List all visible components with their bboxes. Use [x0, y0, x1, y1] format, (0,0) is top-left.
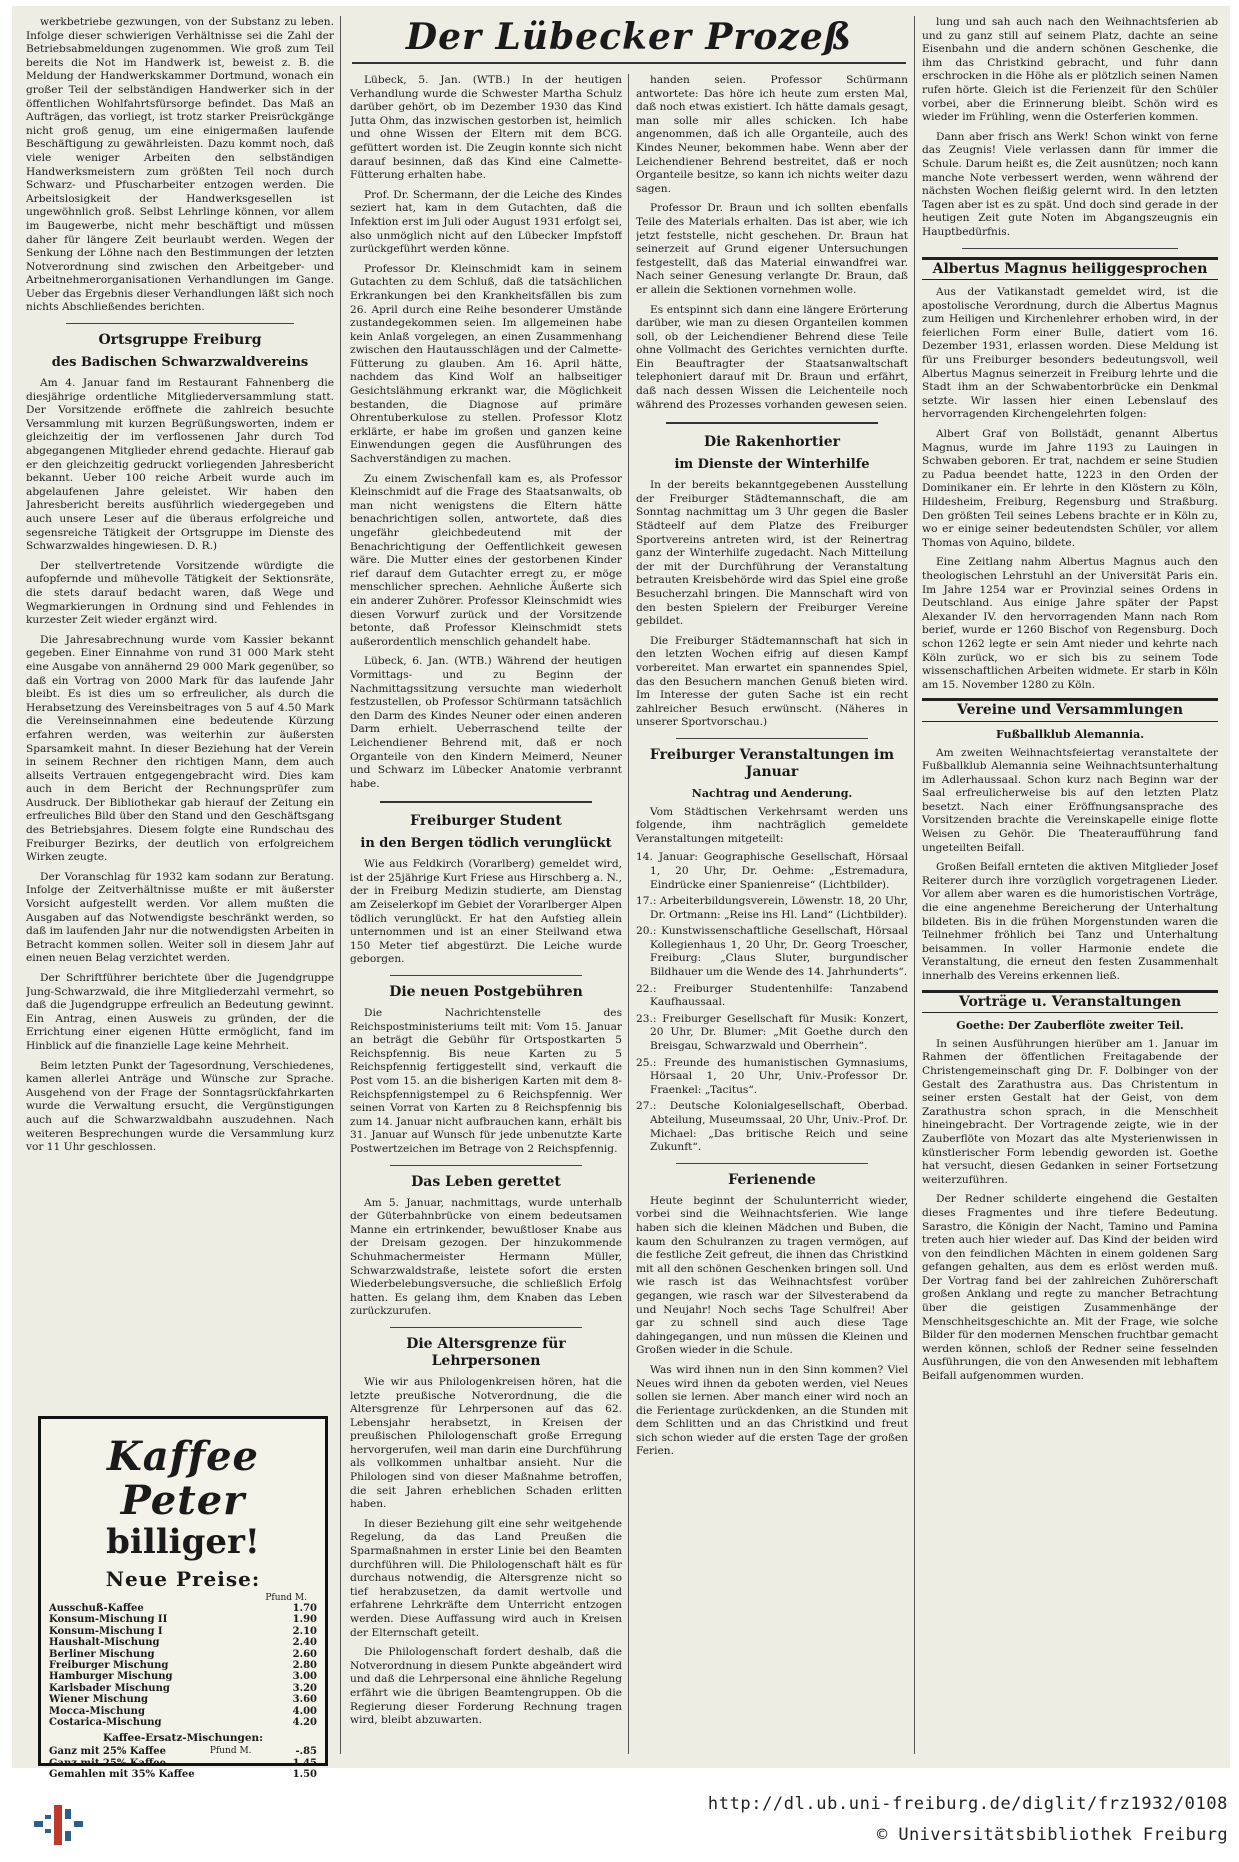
price-row	[49, 1769, 317, 1780]
article-body	[636, 479, 908, 730]
product-price: 2.40	[292, 1637, 317, 1649]
price-row	[49, 1614, 317, 1625]
product-price: 1.90	[292, 1614, 317, 1626]
divider	[390, 1165, 582, 1166]
column-1	[26, 16, 334, 1398]
paragraph: Die Jahresabrechnung wurde vom Kassier bekannt gegeben. Einer Einnahme von rund 31 000 Mark steht eine Ausgabe von annähernd 29 000 Mark gegenüber, so daß ein Vortrag von 2000 Mark für das laufende Jahr bleibt. Es ist dies um so erfreulicher, als durch die Herabsetzung des Vereinsbeitrages von 5 auf 4.50 Mark die Vereinseinnahmen eine bedeutende Kürzung erfahren werden, was weiterhin zur äußersten Sparsamkeit mahnt. In dieser Beziehung hat der Verein in seinem Rechner den richtigen Mann, dem auch allseits Vertrauen entgegengebracht wird. Dies kam auch in dem Bericht der Rechnungsprüfer zum Ausdruck. Der Bibliothekar gab hierauf der Zeitung ein erfreuliches Bild über den Stand und den Geschäftsgang des Betriebsjahres. Diesem folgte eine Rundschau des Freiburger Bezirks, der deutlich von erfolgreichem Wirken zeugte.	[26, 633, 334, 864]
article-body	[922, 286, 1218, 692]
article-body	[350, 858, 622, 967]
price-row	[49, 1746, 317, 1757]
product-price: 1.50	[292, 1769, 317, 1781]
product-name: Konsum-Mischung II	[49, 1614, 168, 1626]
article-body	[350, 1197, 622, 1319]
library-logo-icon	[30, 1795, 90, 1855]
paragraph: In dieser Beziehung gilt eine sehr weitgehende Regelung, da das Land Preußen die Sparmaßnahmen in erster Linie bei den Beamten durchführen will. Die Philologenschaft hält es für durchaus notwendig, die Altersgrenze nicht so tief herabzusetzen, da damit wertvolle und erfahrene Lehrkräfte dem Unterricht entzogen werden. Diese Auffassung wird auch in Kreisen der Elternschaft geteilt.	[350, 1517, 622, 1639]
paragraph: Lübeck, 5. Jan. (WTB.) In der heutigen Verhandlung wurde die Schwester Martha Schulz darüber gehört, ob im Dezember 1930 das Kind Jutta Ohm, das inzwischen gestorben ist, heimlich und ohne Wissen der Eltern mit dem BCG. gefüttert worden ist. Die Zeugin konnte sich nicht darauf besinnen, daß das Kind eine Calmette-Fütterung erhalten habe.	[350, 74, 622, 182]
paragraph: Was wird ihnen nun in den Sinn kommen? Viel Neues wird ihnen da geboten werden, viel Neues sollen sie lernen. Aber manch einer wird noch an die Ferientage zurückdenken, an die Stunden mit dem Schlitten und an das Christkind und freut sich schon wieder auf die ersten Tage der großen Ferien.	[636, 1363, 908, 1458]
price-row	[49, 1649, 317, 1660]
source-url[interactable]: http://dl.ub.uni-freiburg.de/diglit/frz1932/0108	[707, 1794, 1228, 1814]
product-unit: Pfund M.	[209, 1746, 252, 1757]
paragraph: Wie aus Feldkirch (Vorarlberg) gemeldet wird, ist der 25jährige Kurt Friese aus Hirschberg a. N., der in Freiburg Medizin studierte, am Dienstag am Zeiselerkopf im Gebiet der Vorarlberger Alpen tödlich verunglückt. Er hat den Aufstieg allein unternommen und ist an einer Steilwand etwa 150 Meter tief abgestürzt. Die Leiche wurde geborgen.	[350, 858, 622, 966]
article-title: Ferienende	[728, 1171, 816, 1188]
paragraph: werkbetriebe gezwungen, von der Substanz zu leben. Infolge dieser schwierigen Verhältnisse sei die Zahl der Betriebsabmeldungen zugenommen. Wie groß zum Teil bereits die Not im Handwerk ist, beweist z. B. die Meldung der Handwerkskammer Dortmund, wonach ein großer Teil der selbständigen Handwerker sich in der öffentlichen Wohlfahrtsfürsorge befindet. Das Maß an Aufträgen, das vorliegt, ist trotz starker Preisrückgänge nicht groß genug, um eine einigermaßen laufende Beschäftigung zu gewährleisten. Dazu kommt noch, daß viele weniger Arbeiten den selbständigen Handwerksmeistern zum größten Teil noch durch Schwarz- und Pfuscharbeiter entzogen werden. Die Arbeitslosigkeit der Handwerksgesellen ist ungewöhnlich groß. Selbst Lehrlinge können, vor allem im Baugewerbe, nicht mehr beschäftigt und müssen daher für längere Zeit beurlaubt werden. Wegen der Senkung der Löhne nach den Bestimmungen der letzten Notverordnung sind zwischen den Arbeitgeber- und Arbeitnehmerorganisationen Verhandlungen im Gange. Ueber das Ergebnis dieser Verhandlungen läßt sich noch nichts Abschließendes berichten.	[26, 16, 334, 314]
product-name: Freiburger Mischung	[49, 1660, 169, 1672]
article-body	[922, 1038, 1218, 1384]
events-intro: Vom Städtischen Verkehrsamt werden uns folgende, ihm nachträglich gemeldete Veranstaltungen mitgeteilt:	[636, 805, 908, 845]
paragraph: lung und sah auch nach den Weihnachtsferien ab und zu ganz still auf seinem Platz, dachte an seine Eisenbahn und die andern schönen Geschenke, die ihm das Christkind gebracht, und fuhr dann erschrocken in die Höhe als er plötzlich seinen Namen rufen hörte. Gleich ist die Ferienzeit für den Schüler vorbei, aber die Erinnerung bleibt. Schön wird es wieder im Frühling, wenn die Osterferien kommen.	[922, 16, 1218, 124]
paragraph: Professor Dr. Braun und ich sollten ebenfalls Teile des Materials erhalten. Das ist aber, wie ich jetzt feststelle, nicht geschehen. Dr. Braun hat seinerzeit auf Grund eigener Untersuchungen festgestellt, daß das Material einwandfrei war. Nach seiner Genesung verlangte Dr. Braun, daß er allein die Sektionen vornehmen wolle.	[636, 202, 908, 296]
article-subtitle: in den Bergen tödlich verunglückt	[360, 836, 612, 852]
product-name: Hamburger Mischung	[49, 1671, 173, 1683]
ad-substitute-title: Kaffee-Ersatz-Mischungen:	[102, 1732, 264, 1745]
article-title: Die neuen Postgebühren	[389, 984, 583, 1001]
article-subtitle: Goethe: Der Zauberflöte zweiter Teil.	[956, 1019, 1184, 1033]
product-price: 3.20	[292, 1682, 317, 1694]
article-title: Die Rakenhortier	[703, 434, 840, 451]
product-name: Karlsbader Mischung	[49, 1682, 170, 1694]
paragraph: 27.: Deutsche Kolonialgesellschaft, Oberbad. Abteilung, Museumssaal, 20 Uhr, Univ.-Prof. Dr. Michael: „Das britische Reich und seine Zukunft“.	[636, 1100, 908, 1154]
lead-article-body	[350, 74, 622, 791]
price-row	[49, 1637, 317, 1648]
paragraph: Der Voranschlag für 1932 kam sodann zur Beratung. Infolge der Zeitverhältnisse mußte er mit äußerster Vorsicht aufgestellt werden. Vor allem mußten die Ausgaben auf das Notwendigste beschränkt werden, so daß im laufenden Jahr nur die notwendigsten Arbeiten in Betracht kommen sollen. Weiter soll in diesem Jahr auf einen neuen Belag verzichtet werden.	[26, 870, 334, 965]
price-row	[49, 1694, 317, 1705]
price-list	[49, 1603, 317, 1728]
article-subtitle: des Badischen Schwarzwaldvereins	[51, 355, 309, 371]
product-price: 1.70	[292, 1603, 317, 1614]
product-name: Berliner Mischung	[49, 1648, 155, 1660]
product-name: Ganz mit 25% Kaffee	[49, 1757, 166, 1769]
product-name: Ausschuß-Kaffee	[49, 1603, 144, 1614]
section-header: Vorträge u. Veranstaltungen	[922, 990, 1218, 1014]
substitute-price-list	[49, 1746, 317, 1780]
paragraph: 23.: Freiburger Gesellschaft für Musik: Konzert, 20 Uhr, Dr. Blumer: „Mit Goethe durch den Breisgau, Schwarzwald und Oberrhein“.	[636, 1012, 908, 1053]
article-title: Freiburger Veranstaltungen im Januar	[649, 746, 895, 780]
product-price: 2.60	[292, 1648, 317, 1660]
paragraph: Der Redner schilderte eingehend die Gestalten dieses Fragmentes und ihre tiefere Bedeutung. Sarastro, die Königin der Nacht, Tamino und Pamina treten auch hier wieder auf. Das Kind der beiden wird von den feindlichen Mächten in einem goldenen Sarg gefangen gehalten, aus dem es erlöst werden muß. Der Vortrag fand bei der zahlreichen Zuhörerschaft großen Anklang und regte zu mancher Betrachtung über die geistigen Zusammenhänge der Menschheitsgeschichte an. Mit der Frage, wie solche Bilder für den modernen Menschen fruchtbar gemacht werden können, schloß der Redner seine fesselnden Ausführungen, die von den Anwesenden mit lebhaftem Beifall aufgenommen wurden.	[922, 1193, 1218, 1383]
article-body	[636, 1195, 908, 1459]
product-price: 1.45	[292, 1757, 317, 1769]
price-row	[49, 1603, 317, 1614]
divider	[390, 1327, 582, 1328]
divider	[962, 248, 1178, 249]
price-row	[49, 1683, 317, 1694]
newspaper-page	[12, 6, 1230, 1781]
product-name: Costarica-Mischung	[49, 1717, 162, 1729]
product-price: 2.10	[292, 1625, 317, 1637]
product-price: 3.60	[292, 1694, 317, 1706]
paragraph: Die Freiburger Städtemannschaft hat sich in den letzten Wochen eifrig auf diesen Kampf vorbereitet. Man erwartet ein spannendes Spiel, das den Besuchern manchen Genuß bieten wird. Im Interesse der guten Sache ist ein recht zahlreicher Besuch erwünscht. (Näheres in unserer Sportvorschau.)	[636, 634, 908, 729]
divider	[380, 801, 592, 803]
paragraph: Professor Dr. Kleinschmidt kam in seinem Gutachten zu dem Schluß, daß die tatsächlichen Erkrankungen bei den Krankheitsfällen bis zum 26. April durch eine Reihe besonderer Umstände zustandegekommen seien. Im allgemeinen habe kein Anlaß vorgelegen, an einen Zusammenhang zwischen den Hautausschlägen und der Calmette-Fütterung zu glauben. Am 16. April hätte, nachdem das Kind Wolf an halbseitiger Gesichtslähmung erkrankt war, die Möglichkeit bestanden, die Diagnose auf primäre Ohrentuberkulose zu stellen. Professor Klotz erklärte, er habe im großen und ganzen keine Einwendungen gegen die Ausführungen des Sachverständigen zu machen.	[350, 262, 622, 466]
paragraph: Großen Beifall ernteten die aktiven Mitglieder Josef Reiterer durch ihre vorzüglich vorgetragenen Lieder. Vor allem aber waren es die humoristischen Vorträge, die eine angenehme Bereicherung der Unterhaltung bildeten. Bis in die frühen Morgenstunden waren die Teilnehmer fröhlich bei Tanz und Unterhaltung beisammen. In voller Harmonie endete die Veranstaltung, die erneut den festen Zusammenhalt innerhalb des Vereins erkennen ließ.	[922, 861, 1218, 982]
paragraph: In seinen Ausführungen hierüber am 1. Januar im Rahmen der öffentlichen Freitagabende der Christengemeinschaft ging Dr. F. Dolbinger von der Gestalt des Zarathustra aus. Das Christentum in seiner ersten Gestalt hat der Geist, von dem Zarathustra schon sprach, in die Menschheit hineingebracht. Der Vortragende zeigte, wie in der Zauberflöte von Mozart das alte Mysterienwissen in künstlerischer Form lebendig geworden ist. Goethe hat versucht, diesen Gedanken in seiner Fortsetzung weiterzuführen.	[922, 1037, 1218, 1186]
paragraph: Albert Graf von Bollstädt, genannt Albertus Magnus, wurde im Jahre 1193 zu Lauingen in Schwaben geboren. Er trat, nachdem er seine Studien zu Padua beendet hatte, 1223 in den Orden der Dominikaner ein. Er lehrte in den Klöstern zu Köln, Hildesheim, Freiburg, Regensburg und Straßburg. Den größten Teil seines Lebens brachte er in Köln zu, wo er einige seiner bedeutendsten Schüler, vor allem Thomas von Aquino, bildete.	[922, 428, 1218, 549]
article-body	[26, 377, 334, 1155]
ad-prices-title: Neue Preise:	[105, 1567, 261, 1591]
price-row	[49, 1758, 317, 1769]
article-subtitle: Nachtrag und Aenderung.	[691, 786, 853, 800]
price-row	[49, 1660, 317, 1671]
paragraph: Prof. Dr. Schermann, der die Leiche des Kindes seziert hat, kam in dem Gutachten, daß die Infektion erst im Juli oder August 1931 erfolgt sei, also unmöglich nicht auf den Lübecker Impfstoff zurückgeführt werden könne.	[350, 188, 622, 256]
article-title: Das Leben gerettet	[411, 1173, 561, 1190]
paragraph: 17.: Arbeiterbildungsverein, Löwenstr. 18, 20 Uhr, Dr. Ortmann: „Reise ins Hl. Land“ (Lichtbilder).	[636, 895, 908, 921]
price-row	[49, 1706, 317, 1717]
paragraph: Der stellvertretende Vorsitzende würdigte die aufopfernde und mühevolle Tätigkeit der Sektionsräte, die stets darauf bedacht waren, daß Wege und Wegmarkierungen in Ordnung sind und Fehlendes in kurzester Zeit wieder ergänzt wird.	[26, 559, 334, 627]
article-body	[350, 1376, 622, 1728]
product-name: Mocca-Mischung	[49, 1705, 145, 1717]
paragraph: Dann aber frisch ans Werk! Schon winkt von ferne das Zeugnis! Viele verlassen dann für immer die Schule. Darum heißt es, die Zeit ausnützen; noch kann manche Note verbessert werden, wenn während der nächsten Wochen fleißig gelernt wird. In den letzten Tagen aber ist es zu spät. Und doch sind gerade in der heutigen Zeit gute Noten im Abgangszeugnis ein Hauptbedürfnis.	[922, 130, 1218, 238]
column-rule	[914, 16, 915, 1754]
product-price: 3.00	[292, 1671, 317, 1683]
paragraph: In der bereits bekanntgegebenen Ausstellung der Freiburger Städtemannschaft, die am Sonntag nachmittag um 3 Uhr gegen die Basler Städteelf auf dem Platze des Freiburger Sportvereins antreten wird, ist der Reinertrag ganz der Winterhilfe zugedacht. Nach Mitteilung der mit der Durchführung der Veranstaltung betrauten Kreisbehörde wird das Spiel eine große Besucherzahl bringen. Die Mannschaft wird von den besten Spielern der Freiburger Vereine gebildet.	[636, 479, 908, 628]
paragraph: 25.: Freunde des humanistischen Gymnasiums, Hörsaal 1, 20 Uhr, Univ.-Professor Dr. Fraenkel: „Tacitus“.	[636, 1056, 908, 1096]
price-row	[49, 1717, 317, 1728]
main-headline: Der Lübecker Prozeß	[352, 16, 906, 64]
col1-intro	[26, 16, 334, 315]
paragraph: Die Nachrichtenstelle des Reichspostministeriums teilt mit: Vom 15. Januar an beträgt die Gebühr für Ortspostkarten 5 Reichspfennig. Bis neue Karten zu 5 Reichspfennig fertiggestellt sind, verkauft die Post vom 15. an die bisherigen Karten mit dem 8-Reichspfennigstempel zu 6 Reichspfennig. Wer seinen Vorrat von Karten zu 8 Reichspfennig bis zum 14. Januar nicht aufbrauchen kann, erhält bis 31. Januar auf Wunsch für jede unbenutzte Karte Postwertzeichen im Betrage von 2 Reichspfennig.	[350, 1007, 622, 1155]
paragraph: Am 5. Januar, nachmittags, wurde unterhalb der Güterbahnbrücke von einem bedeutsamen Manne ein ertrinkender, bewußtloser Knabe aus der Dreisam gezogen. Der hinzukommende Schuhmachermeister Hermann Müller, Schwarzwaldstraße, leistete sofort die ersten Wiederbelebungsversuche, die schließlich Erfolg hatten. Es gelang ihm, dem Knaben das Leben zurückzurufen.	[350, 1196, 622, 1318]
column-2	[350, 74, 622, 1758]
paragraph: Am 4. Januar fand im Restaurant Fahnenberg die diesjährige ordentliche Mitgliederversammlung statt. Der Vorsitzende eröffnete die zahlreich besuchte Versammlung mit kurzen Begrüßungsworten, indem er gleichzeitig der im verflossenen Jahr durch Tod abgegangenen Mitglieder ehrend gedachte. Hierauf gab er den gleichzeitig gedruckt vorliegenden Jahresbericht bekannt. Ueber 100 reiche Arbeit wurde auch im abgelaufenen Jahre geleistet. Wir haben den Jahresbericht bereits ausführlich wiedergegeben und auch unsere Leser auf die überaus erfolgreiche und segensreiche Tätigkeit der Ortsgruppe im Dienste des Schwarzwaldes hingewiesen. D. R.)	[26, 377, 334, 553]
divider	[390, 975, 582, 976]
paragraph: Wie wir aus Philologenkreisen hören, hat die letzte preußische Notverordnung, die die Altersgrenze für Lehrpersonen auf das 62. Lebensjahr herabsetzt, in Kreisen der preußischen Philologenschaft große Erregung hervorgerufen, weil man darin eine Durchführung als vollkommen unhaltbar ansieht. Nur die Philologen sind von dieser Maßnahme betroffen, die seit Jahren erheblichen Schaden erlitten haben.	[350, 1375, 622, 1511]
paragraph: Eine Zeitlang nahm Albertus Magnus auch den theologischen Lehrstuhl an der Universität Paris ein. Im Jahre 1254 war er Provinzial seines Ordens in Deutschland. Aus einige Jahre später der Papst Alexander IV. den hervorragenden Mann nach Rom berief, wurde er 1260 Bischof von Regensburg. Doch schon 1262 legte er sein Amt nieder und kehrte nach Köln zurück, wo er sich bis zu seinem Tode wissenschaftlichen Arbeiten widmete. Er starb in Köln am 15. November 1280 zu Köln.	[922, 556, 1218, 691]
price-row	[49, 1626, 317, 1637]
paragraph: Lübeck, 6. Jan. (WTB.) Während der heutigen Vormittags- und zu Beginn der Nachmittagssitzung versuchte man wiederholt festzustellen, ob Professor Schürmann tatsächlich den Darm des Kindes Neuner oder einen anderen Darm erhielt. Ueberraschend teilte der Leichendiener Behrend mit, daß er noch Organteile von den Kindern Meimerd, Neuner und Schwarz im Lübecker Anatomie verbrannt habe.	[350, 655, 622, 790]
product-name: Ganz mit 25% Kaffee	[49, 1746, 166, 1758]
article-title: Albertus Magnus heiliggesprochen	[922, 257, 1218, 281]
product-price: -.85	[295, 1746, 317, 1758]
paragraph: Zu einem Zwischenfall kam es, als Professor Kleinschmidt auf die Frage des Staatsanwalts, ob man nicht wenigstens die Eltern hätte benachrichtigen sollen, antwortete, daß dies ungefähr gleichbedeutend mit der Benachrichtigung der Oeffentlichkeit gewesen wäre. Die Mutter eines der gestorbenen Kinder rief darauf dem Gutachter erregt zu, er möge menschlicher sprechen. Aehnliche Äußerte sich ein anderer Zuhörer. Professor Kleinschmidt wies diesen Vorwurf zurück und der Vorsitzende betonte, daß Professor Kleinschmidt stets außerordentlich menschlich gehandelt habe.	[350, 472, 622, 648]
paragraph: Die Philologenschaft fordert deshalb, daß die Notverordnung in diesem Punkte abgeändert wird und daß die Lehrpersonal eine ähnliche Regelung erfährt wie die übrigen Beamtengruppen. Ob die Regierung dieser Forderung Rechnung tragen wird, bleibt abzuwarten.	[350, 1646, 622, 1727]
paragraph: 14. Januar: Geographische Gesellschaft, Hörsaal 1, 20 Uhr, Dr. Oehme: „Estremadura, Eindrücke einer Spanienreise“ (Lichtbilder).	[636, 851, 908, 891]
paragraph: 22.: Freiburger Studentenhilfe: Tanzabend Kaufhaussaal.	[636, 982, 908, 1009]
coffee-advertisement	[38, 1416, 328, 1781]
product-name: Wiener Mischung	[49, 1694, 148, 1706]
lead-article-body	[636, 74, 908, 412]
product-name: Gemahlen mit 35% Kaffee	[49, 1769, 195, 1781]
divider	[666, 422, 878, 424]
product-price: 2.80	[292, 1660, 317, 1672]
article-body	[922, 16, 1218, 240]
ad-brand: Kaffee Peter	[107, 1433, 259, 1524]
product-price: 4.20	[292, 1717, 317, 1729]
paragraph: 20.: Kunstwissenschaftliche Gesellschaft, Hörsaal Kollegienhaus 1, 20 Uhr, Dr. Georg Troescher, Freiburg: „Claus Sluter, burgundischer Bildhauer um die Wende des 14. Jahrhunderts“.	[636, 925, 908, 979]
paragraph: Beim letzten Punkt der Tagesordnung, Verschiedenes, kamen allerlei Anträge und Wünsche zur Sprache. Ausgehend von der Frage der Sonntagsrückfahrkarten wurde die Verwaltung ersucht, die Vergünstigungen auch auf die Schwarzwaldbahn auszudehnen. Nach weiteren Besprechungen wurde die Versammlung kurz vor 11 Uhr geschlossen.	[26, 1059, 334, 1154]
copyright-notice: © Universitätsbibliothek Freiburg	[877, 1825, 1228, 1845]
article-subtitle: im Dienste der Winterhilfe	[674, 457, 870, 473]
events-list	[636, 851, 908, 1154]
product-name: Konsum-Mischung I	[49, 1625, 163, 1637]
product-name: Haushalt-Mischung	[49, 1637, 160, 1649]
divider	[66, 323, 294, 324]
paragraph: Es entspinnt sich dann eine längere Erörterung darüber, wie man zu diesen Organteilen kommen soll, ob der Leichendiener Behrend diese Teile ohne Vollmacht des Gerichtes vernichten durfte. Ein Beauftragter der Staatsanwaltschaft telephoniert darauf mit Dr. Braun und erfährt, daß nach dessen Wissen die Leichenteile noch während des Prozesses vorhanden gewesen seien.	[636, 303, 908, 411]
paragraph: Am zweiten Weihnachtsfeiertag veranstaltete der Fußballklub Alemannia seine Weihnachtsunterhaltung im Adlerhaussaal. Schon kurz nach Beginn war der Saal erfreulicherweise bis auf den letzten Platz besetzt. Nach einer Eröffnungsansprache des Vorsitzenden brachte die Vereinskapelle einige flotte Weisen zu Gehör. Die Theateraufführung fand ungeteilten Beifall.	[922, 746, 1218, 854]
article-body	[922, 747, 1218, 984]
product-price: 4.00	[292, 1705, 317, 1717]
column-4	[922, 16, 1218, 1758]
price-row	[49, 1671, 317, 1682]
footer-bar	[0, 1780, 1239, 1862]
article-title: Freiburger Student	[410, 813, 562, 830]
ad-slogan: billiger!	[106, 1522, 260, 1562]
column-rule	[340, 16, 341, 1754]
article-body	[350, 1007, 622, 1157]
section-header: Vereine und Versammlungen	[922, 698, 1218, 722]
column-rule	[628, 74, 629, 1754]
article-subtitle: Fußballklub Alemannia.	[995, 727, 1145, 741]
column-3	[636, 74, 908, 1758]
ad-unit: Pfund M.	[265, 1593, 307, 1603]
paragraph: Aus der Vatikanstadt gemeldet wird, ist die apostolische Verordnung, durch die Albertus Magnus zum Heiligen und Kirchenlehrer erhoben wird, in der feierlichen Form einer Bulle, datiert vom 16. Dezember 1931, erlassen worden. Diese Meldung ist für uns Freiburger besonders bedeutungsvoll, weil Albertus Magnus seinerzeit in Freiburg lehrte und die Stadt ihm an der Schwabentorbrücke ein Denkmal setzte. Wir lassen hier einen Lebenslauf des hervorragenden Kirchengelehrten folgen:	[922, 286, 1218, 421]
article-title: Die Altersgrenze für Lehrpersonen	[406, 1335, 566, 1369]
divider	[676, 1163, 868, 1164]
article-title: Ortsgruppe Freiburg	[98, 332, 262, 349]
paragraph: Der Schriftführer berichtete über die Jugendgruppe Jung-Schwarzwald, die ihre Mitgliederzahl vermehrt, so daß die Jugendgruppe erfreulich an Bedeutung gewinnt. Ein Antrag, einen Ausweis zu gründen, der die Errichtung einer eigenen Hütte ermöglicht, fand im Hinblick auf die finanzielle Lage keine Mehrheit.	[26, 972, 334, 1052]
paragraph: handen seien. Professor Schürmann antwortete: Das höre ich heute zum ersten Mal, daß noch etwas existiert. Ich hätte damals gesagt, man solle mir alles schicken. Ich habe angenommen, daß ich alle Organteile, auch des Kindes Neuner, bekommen habe. Wenn aber der Leichendiener Behrend bestreitet, daß er noch Organteile besitze, so kann ich nichts weiter dazu sagen.	[636, 74, 908, 195]
paragraph: Heute beginnt der Schulunterricht wieder, vorbei sind die Weihnachtsferien. Wie lange haben sich die kleinen Mädchen und Buben, die kaum den Schulranzen zu tragen vermögen, auf die festliche Zeit gefreut, die ihnen das Christkind mit all den schönen Geschenken bringen soll. Und wie rasch ist das Weihnachtsfest vorüber gegangen, wie rasch war der Silvesterabend da und Neujahr! Noch sechs Tage Schulfrei! Aber gar zu schnell sind auch diese Tage dahingegangen, und nun müssen die Kleinen und Großen wieder in die Schule.	[636, 1194, 908, 1357]
divider	[676, 738, 868, 739]
